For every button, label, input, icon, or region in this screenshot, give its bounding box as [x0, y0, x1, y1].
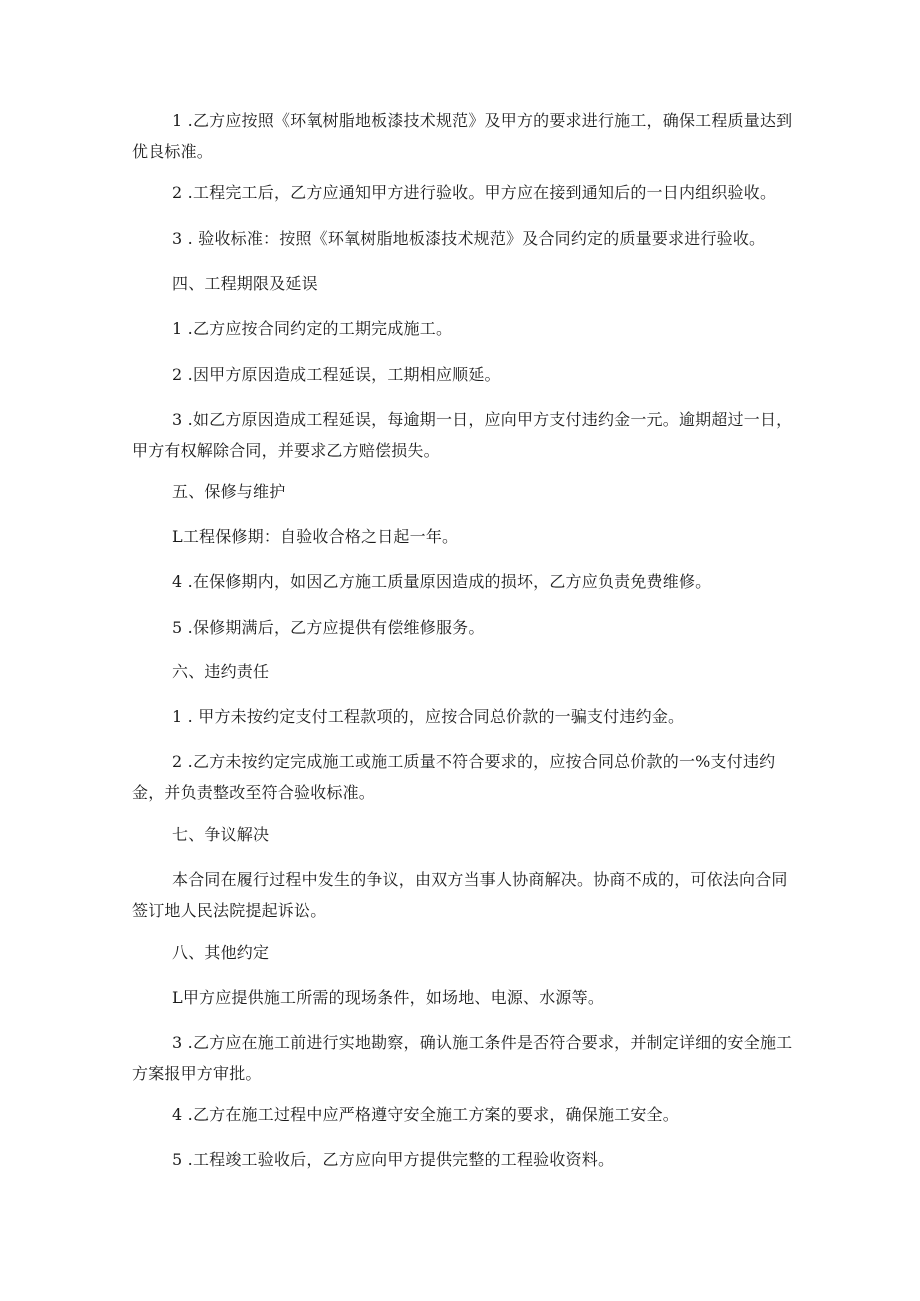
- section-4-heading: 四、工程期限及延误: [172, 274, 318, 293]
- acceptance-item-1: 1 .乙方应按照《环氧树脂地板漆技术规范》及甲方的要求进行施工，确保工程质量达到优良标准。: [132, 111, 793, 161]
- section-5-heading: 五、保修与维护: [172, 482, 286, 501]
- section-5-item-1: L工程保修期：自验收合格之日起一年。: [172, 527, 459, 546]
- section-4-item-1: 1 .乙方应按合同约定的工期完成施工。: [172, 319, 453, 338]
- section-7-body: 本合同在履行过程中发生的争议，由双方当事人协商解决。协商不成的，可依法向合同签订地人民法院提起诉讼。: [132, 870, 788, 920]
- section-5-item-3: 5 .保修期满后，乙方应提供有偿维修服务。: [172, 618, 485, 637]
- acceptance-item-2: 2 .工程完工后，乙方应通知甲方进行验收。甲方应在接到通知后的一日内组织验收。: [172, 183, 777, 202]
- section-6-heading: 六、违约责任: [172, 662, 270, 681]
- section-4-item-2: 2 .因甲方原因造成工程延误，工期相应顺延。: [172, 365, 501, 384]
- section-8-item-2: 3 .乙方应在施工前进行实地勘察，确认施工条件是否符合要求，并制定详细的安全施工方案报甲方审批。: [132, 1033, 793, 1083]
- section-4-item-3: 3 .如乙方原因造成工程延误，每逾期一日，应向甲方支付违约金一元。逾期超过一日，甲方有权解除合同，并要求乙方赔偿损失。: [132, 410, 793, 460]
- section-5-item-2: 4 .在保修期内，如因乙方施工质量原因造成的损坏，乙方应负责免费维修。: [172, 572, 712, 591]
- section-6-item-1: 1 . 甲方未按约定支付工程款项的，应按合同总价款的一骗支付违约金。: [172, 707, 685, 726]
- section-8-heading: 八、其他约定: [172, 943, 270, 962]
- section-8-item-1: L甲方应提供施工所需的现场条件，如场地、电源、水源等。: [172, 988, 605, 1007]
- section-8-item-3: 4 .乙方在施工过程中应严格遵守安全施工方案的要求，确保施工安全。: [172, 1105, 679, 1124]
- section-7-heading: 七、争议解决: [172, 825, 270, 844]
- section-6-item-2: 2 .乙方未按约定完成施工或施工质量不符合要求的，应按合同总价款的一%支付违约金，并负责整改至符合验收标准。: [132, 752, 776, 802]
- acceptance-item-3: 3 . 验收标准：按照《环氧树脂地板漆技术规范》及合同约定的质量要求进行验收。: [172, 229, 766, 248]
- section-8-item-4: 5 .工程竣工验收后，乙方应向甲方提供完整的工程验收资料。: [172, 1150, 615, 1169]
